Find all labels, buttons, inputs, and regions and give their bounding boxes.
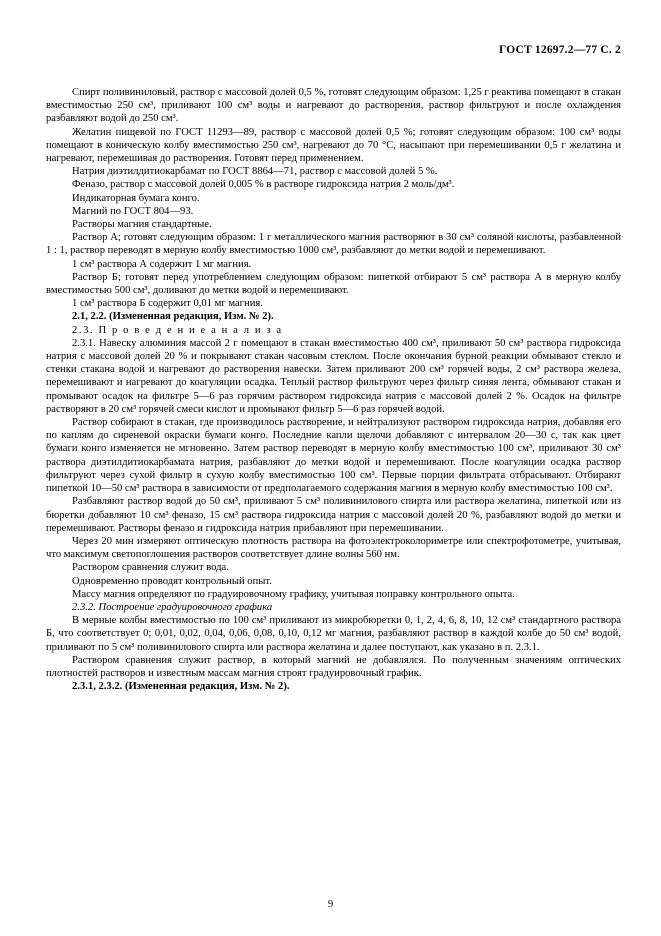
document-body (46, 86, 621, 693)
paragraph: Желатин пищевой по ГОСТ 11293—89, раствор с массовой долей 0,5 %; готовят следующим образом: 100 см³ воды помещают в коническую колбу вместимостью 250 см³, нагревают до 70 °С, насыпают при перемешивании 0,5 г желатина и нагревают, перемешивая до растворения. Готовят перед применением. (46, 126, 621, 165)
amendment-note: 2.3.1, 2.3.2. (Измененная редакция, Изм. № 2). (72, 681, 290, 693)
paragraph: Индикаторная бумага конго. (72, 192, 200, 204)
paragraph: Феназо, раствор с массовой долей 0,005 % в растворе гидроксида натрия 2 моль/дм³. (72, 179, 455, 191)
paragraph: Натрия диэтилдитиокарбамат по ГОСТ 8864—71, раствор с массовой долей 5 %. (72, 166, 438, 178)
paragraph: Раствор А; готовят следующим образом: 1 г металлического магния растворяют в 30 см³ соляной кислоты, разбавленной 1 : 1, раствор переводят в мерную колбу вместимостью 1000 см³, разбавляют до метки водой и перемешивают. (46, 232, 621, 257)
paragraph: Через 20 мин измеряют оптическую плотность раствора на фотоэлектроколориметре или спектрофотометре, учитывая, что максимум светопоглошения растворов соответствует длине волны 560 нм. (46, 535, 621, 561)
paragraph: Раствор собирают в стакан, где производилось растворение, и нейтрализуют раствором гидроксида натрия, добавляя его по каплям до сиреневой окраски бумаги конго. Последние капли щелочи добавляют с интервалом 20—30 с, так как цвет бумаги конго изменяется не мгновенно. Затем раствор переводят в мерную колбу вместимостью 100 см³, приливают 30 см³ раствора диэтилдитиокарбамата натрия, разбавляют до метки водой и перемешивают. После коагуляции осадка раствор фильтруют через сухой фильтр в сухую колбу вместимостью 100 см³. Первые порции фильтрата отбрасывают. Отбирают пипеткой 10—50 см³ раствора в зависимости от предполагаемого содержания магния в мерную колбу вместимостью 100 см³. (46, 417, 621, 495)
paragraph: Раствором сравнения служит вода. (72, 562, 229, 574)
paragraph: Раствором сравнения служит раствор, в который магний не добавлялся. По полученным значениям оптических плотностей растворов и известным массам магния строят градуировочный график. (46, 654, 621, 679)
page-number: 9 (327, 899, 334, 910)
paragraph: 1 см³ раствора Б содержит 0,01 мг магния. (72, 298, 263, 310)
page-header: ГОСТ 12697.2—77 С. 2 (498, 44, 621, 56)
paragraph: Магний по ГОСТ 804—93. (72, 205, 194, 217)
subsection-heading: 2.3.2. Построение градуировочного графика (72, 601, 273, 613)
paragraph: 2.3.1. Навеску алюминия массой 2 г помещают в стакан вместимостью 400 см³, приливают 50 см³ раствора гидроксида натрия с массовой долей 20 % и покрывают стакан часовым стеклом. После окончания бурной реакции обмывают стекло и стенки стакана водой и нагревают до растворения навески. Затем приливают 200 см³ горячей воды, 2 см³ раствора железа, перемешивают и нагревают до коагуляции осадка. Теплый раствор фильтруют через фильтр синяя лента, обмывают стакан и промывают осадок на фильтре 5—6 раз горячим раствором гидроксида натрия с массовой долей 2 %. Осадок на фильтре растворяют в 20 см³ горячей смеси кислот и промывают фильтр 5—6 раз горячей водой. (46, 337, 621, 415)
section-heading: 2.3. П р о в е д е н и е а н а л и з а (72, 324, 283, 336)
amendment-note: 2.1, 2.2. (Измененная редакция, Изм. № 2). (72, 311, 274, 323)
paragraph: Растворы магния стандартные. (72, 219, 212, 231)
paragraph: Спирт поливиниловый, раствор с массовой долей 0,5 %, готовят следующим образом: 1,25 г реактива помещают в стакан вместимостью 250 см³, приливают 100 см³ воды и нагревают до растворения, раствор фильтруют и после охлаждения разбавляют водой до 250 см³. (46, 87, 621, 125)
paragraph: Раствор Б; готовят перед употреблением следующим образом: пипеткой отбирают 5 см³ раствора А в мерную колбу вместимостью 500 см³, доливают до метки водой и перемешивают. (46, 271, 621, 297)
paragraph: Разбавляют раствор водой до 50 см³, приливают 5 см³ поливинилового спирта или раствора желатина, пипеткой или из бюретки добавляют 10 см³ феназо, 15 см³ раствора гидроксида натрия с массовой долей 20 %, разбавляют водой до метки и перемешивают. Растворы феназо и гидроксида натрия прибавляют при перемешивании. (46, 496, 621, 534)
paragraph: Одновременно проводят контрольный опыт. (72, 575, 272, 587)
paragraph: 1 см³ раствора А содержит 1 мг магния. (72, 258, 252, 270)
paragraph: В мерные колбы вместимостью по 100 см³ приливают из микробюретки 0, 1, 2, 4, 6, 8, 10, 12 см³ стандартного раствора Б, что соответствует 0; 0,01, 0,02, 0,04, 0,06, 0,08, 0,10, 0,12 мг магния, разбавляют раствор в каждой колбе до 50 см³ водой, приливают по 5 см³ поливинилового спирта или раствора желатина и далее поступают, как указано в п. 2.3.1. (46, 615, 621, 653)
paragraph: Массу магния определяют по градуировочному графику, учитывая поправку контрольного опыта. (72, 588, 515, 600)
